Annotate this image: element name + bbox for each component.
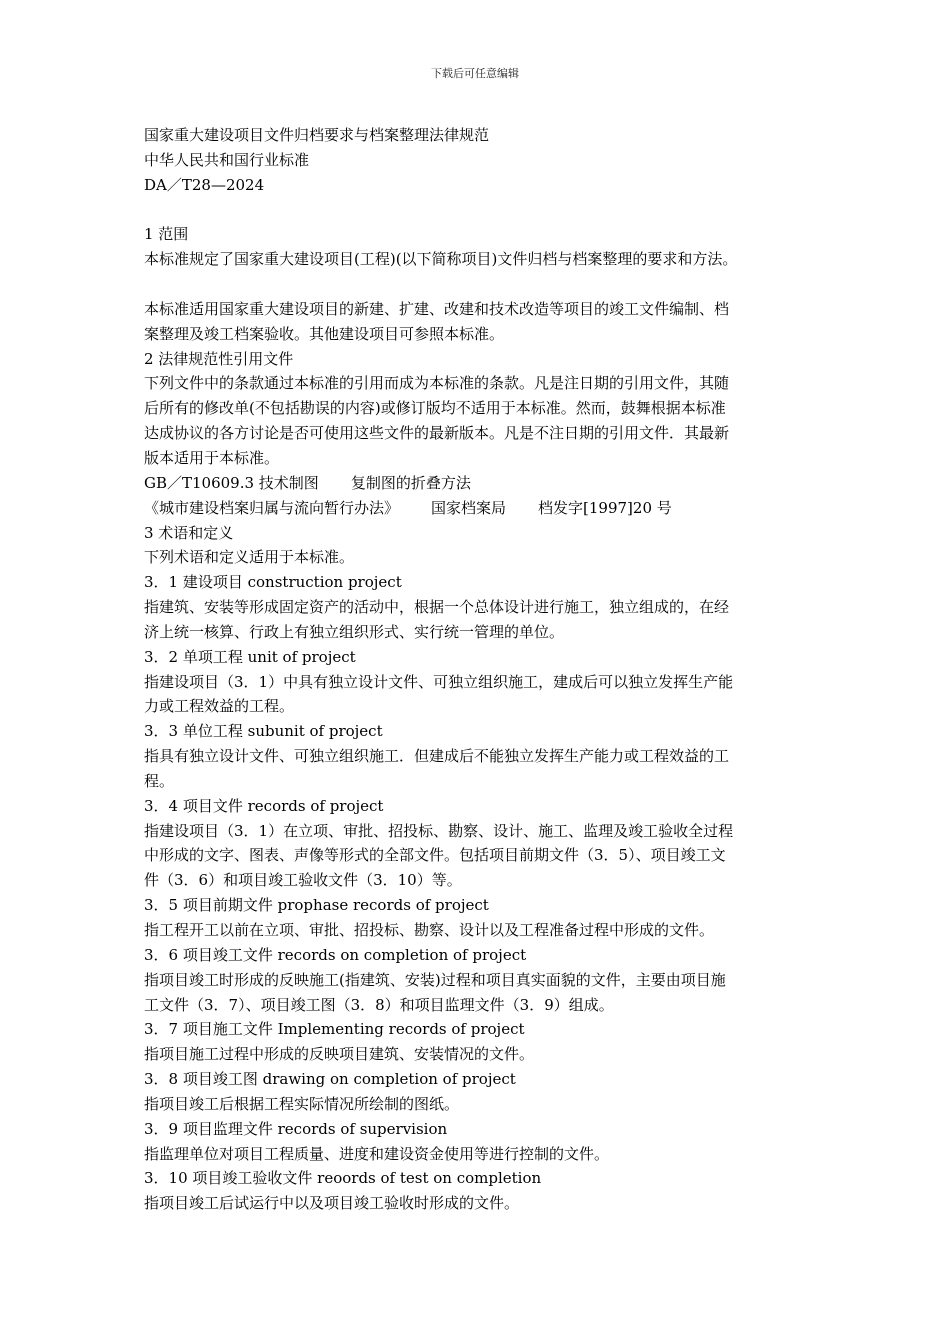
document-subtitle: 中华人民共和国行业标准 xyxy=(144,150,310,169)
section-1-paragraph-1: 本标准规定了国家重大建设项目(工程)(以下简称项目)文件归档与档案整理的要求和方法。 xyxy=(144,250,738,269)
term-3-6-definition-line: 工文件（3．7）、项目竣工图（3．8）和项目监理文件（3．9）组成。 xyxy=(144,995,614,1014)
term-3-8-heading: 3．8 项目竣工图 drawing on completion of project xyxy=(144,1070,516,1089)
section-1-paragraph-2-line: 本标准适用国家重大建设项目的新建、扩建、改建和技术改造等项目的竣工文件编制、档 xyxy=(144,299,730,318)
term-3-4-definition-line: 中形成的文字、图表、声像等形式的全部文件。包括项目前期文件（3．5）、项目竣工文 xyxy=(144,846,726,865)
term-3-1-definition-line: 指建筑、安装等形成固定资产的活动中，根据一个总体设计进行施工，独立组成的，在经 xyxy=(144,598,730,617)
term-3-5-definition-line: 指工程开工以前在立项、审批、招投标、勘察、设计以及工程准备过程中形成的文件。 xyxy=(144,921,715,939)
reference-2-title: 《城市建设档案归属与流向暂行办法》 xyxy=(144,498,400,517)
term-3-4-heading: 3．4 项目文件 records of project xyxy=(144,796,384,815)
standard-number: DA／T28—2024 xyxy=(144,175,265,194)
term-3-6-definition-line: 指项目竣工时形成的反映施工(指建筑、安装)过程和项目真实面貌的文件，主要由项目施 xyxy=(144,970,726,989)
blank-line xyxy=(144,198,812,223)
reference-2 xyxy=(144,496,812,521)
section-2-paragraph-line: 后所有的修改单(不包括勘误的内容)或修订版均不适用于本标准。然而，鼓舞根据本标准 xyxy=(144,399,726,418)
term-3-4-definition-line: 指建设项目（3．1）在立项、审批、招投标、勘察、设计、施工、监理及竣工验收全过程 xyxy=(144,821,734,840)
header-note: 下载后可任意编辑 xyxy=(431,67,519,80)
section-2-heading: 2 法律规范性引用文件 xyxy=(144,349,294,368)
term-3-10-heading: 3．10 项目竣工验收文件 reoords of test on completion xyxy=(144,1169,542,1188)
section-2-paragraph-line: 下列文件中的条款通过本标准的引用而成为本标准的条款。凡是注日期的引用文件，其随 xyxy=(144,374,730,393)
term-3-4-definition-line: 件（3．6）和项目竣工验收文件（3．10）等。 xyxy=(144,871,462,890)
term-3-3-heading: 3．3 单位工程 subunit of project xyxy=(144,722,383,741)
section-1-paragraph-2-line: 案整理及竣工档案验收。其他建设项目可参照本标准。 xyxy=(144,324,505,343)
section-2-paragraph-line: 版本适用于本标准。 xyxy=(144,448,280,467)
term-3-1-heading: 3．1 建设项目 construction project xyxy=(144,573,402,592)
term-3-9-definition-line: 指监理单位对项目工程质量、进度和建设资金使用等进行控制的文件。 xyxy=(144,1144,610,1163)
reference-2-number: 档发字[1997]20 号 xyxy=(538,498,672,517)
section-3-intro: 下列术语和定义适用于本标准。 xyxy=(144,548,355,567)
term-3-2-definition-line: 指建设项目（3．1）中具有独立设计文件、可独立组织施工，建成后可以独立发挥生产能 xyxy=(144,672,734,691)
term-3-2-definition-line: 力或工程效益的工程。 xyxy=(144,697,295,716)
term-3-3-definition-line: 程。 xyxy=(144,771,175,790)
blank-line xyxy=(144,272,812,297)
reference-1-code: GB／T10609.3 技术制图 xyxy=(144,473,319,492)
reference-1-title: 复制图的折叠方法 xyxy=(350,473,471,492)
document-body xyxy=(144,123,812,1216)
term-3-10-definition-line: 指项目竣工后试运行中以及项目竣工验收时形成的文件。 xyxy=(144,1194,520,1213)
term-3-9-heading: 3．9 项目监理文件 records of supervision xyxy=(144,1119,448,1138)
term-3-3-definition-line: 指具有独立设计文件、可独立组织施工．但建成后不能独立发挥生产能力或工程效益的工 xyxy=(144,747,730,766)
document-title: 国家重大建设项目文件归档要求与档案整理法律规范 xyxy=(144,126,490,144)
section-1-heading: 1 范围 xyxy=(144,225,189,244)
term-3-7-heading: 3．7 项目施工文件 Implementing records of project xyxy=(144,1020,525,1039)
section-2-paragraph-line: 达成协议的各方讨论是否可使用这些文件的最新版本。凡是不注日期的引用文件．其最新 xyxy=(144,424,730,443)
reference-2-org: 国家档案局 xyxy=(431,498,507,517)
section-3-heading: 3 术语和定义 xyxy=(144,523,234,542)
term-3-5-heading: 3．5 项目前期文件 prophase records of project xyxy=(144,896,489,915)
term-3-2-heading: 3．2 单项工程 unit of project xyxy=(144,647,356,666)
term-3-6-heading: 3．6 项目竣工文件 records on completion of project xyxy=(144,945,527,964)
term-3-8-definition-line: 指项目竣工后根据工程实际情况所绘制的图纸。 xyxy=(144,1094,460,1113)
term-3-1-definition-line: 济上统一核算、行政上有独立组织形式、实行统一管理的单位。 xyxy=(144,622,565,641)
reference-1 xyxy=(144,471,812,496)
term-3-7-definition-line: 指项目施工过程中形成的反映项目建筑、安装情况的文件。 xyxy=(144,1045,535,1064)
